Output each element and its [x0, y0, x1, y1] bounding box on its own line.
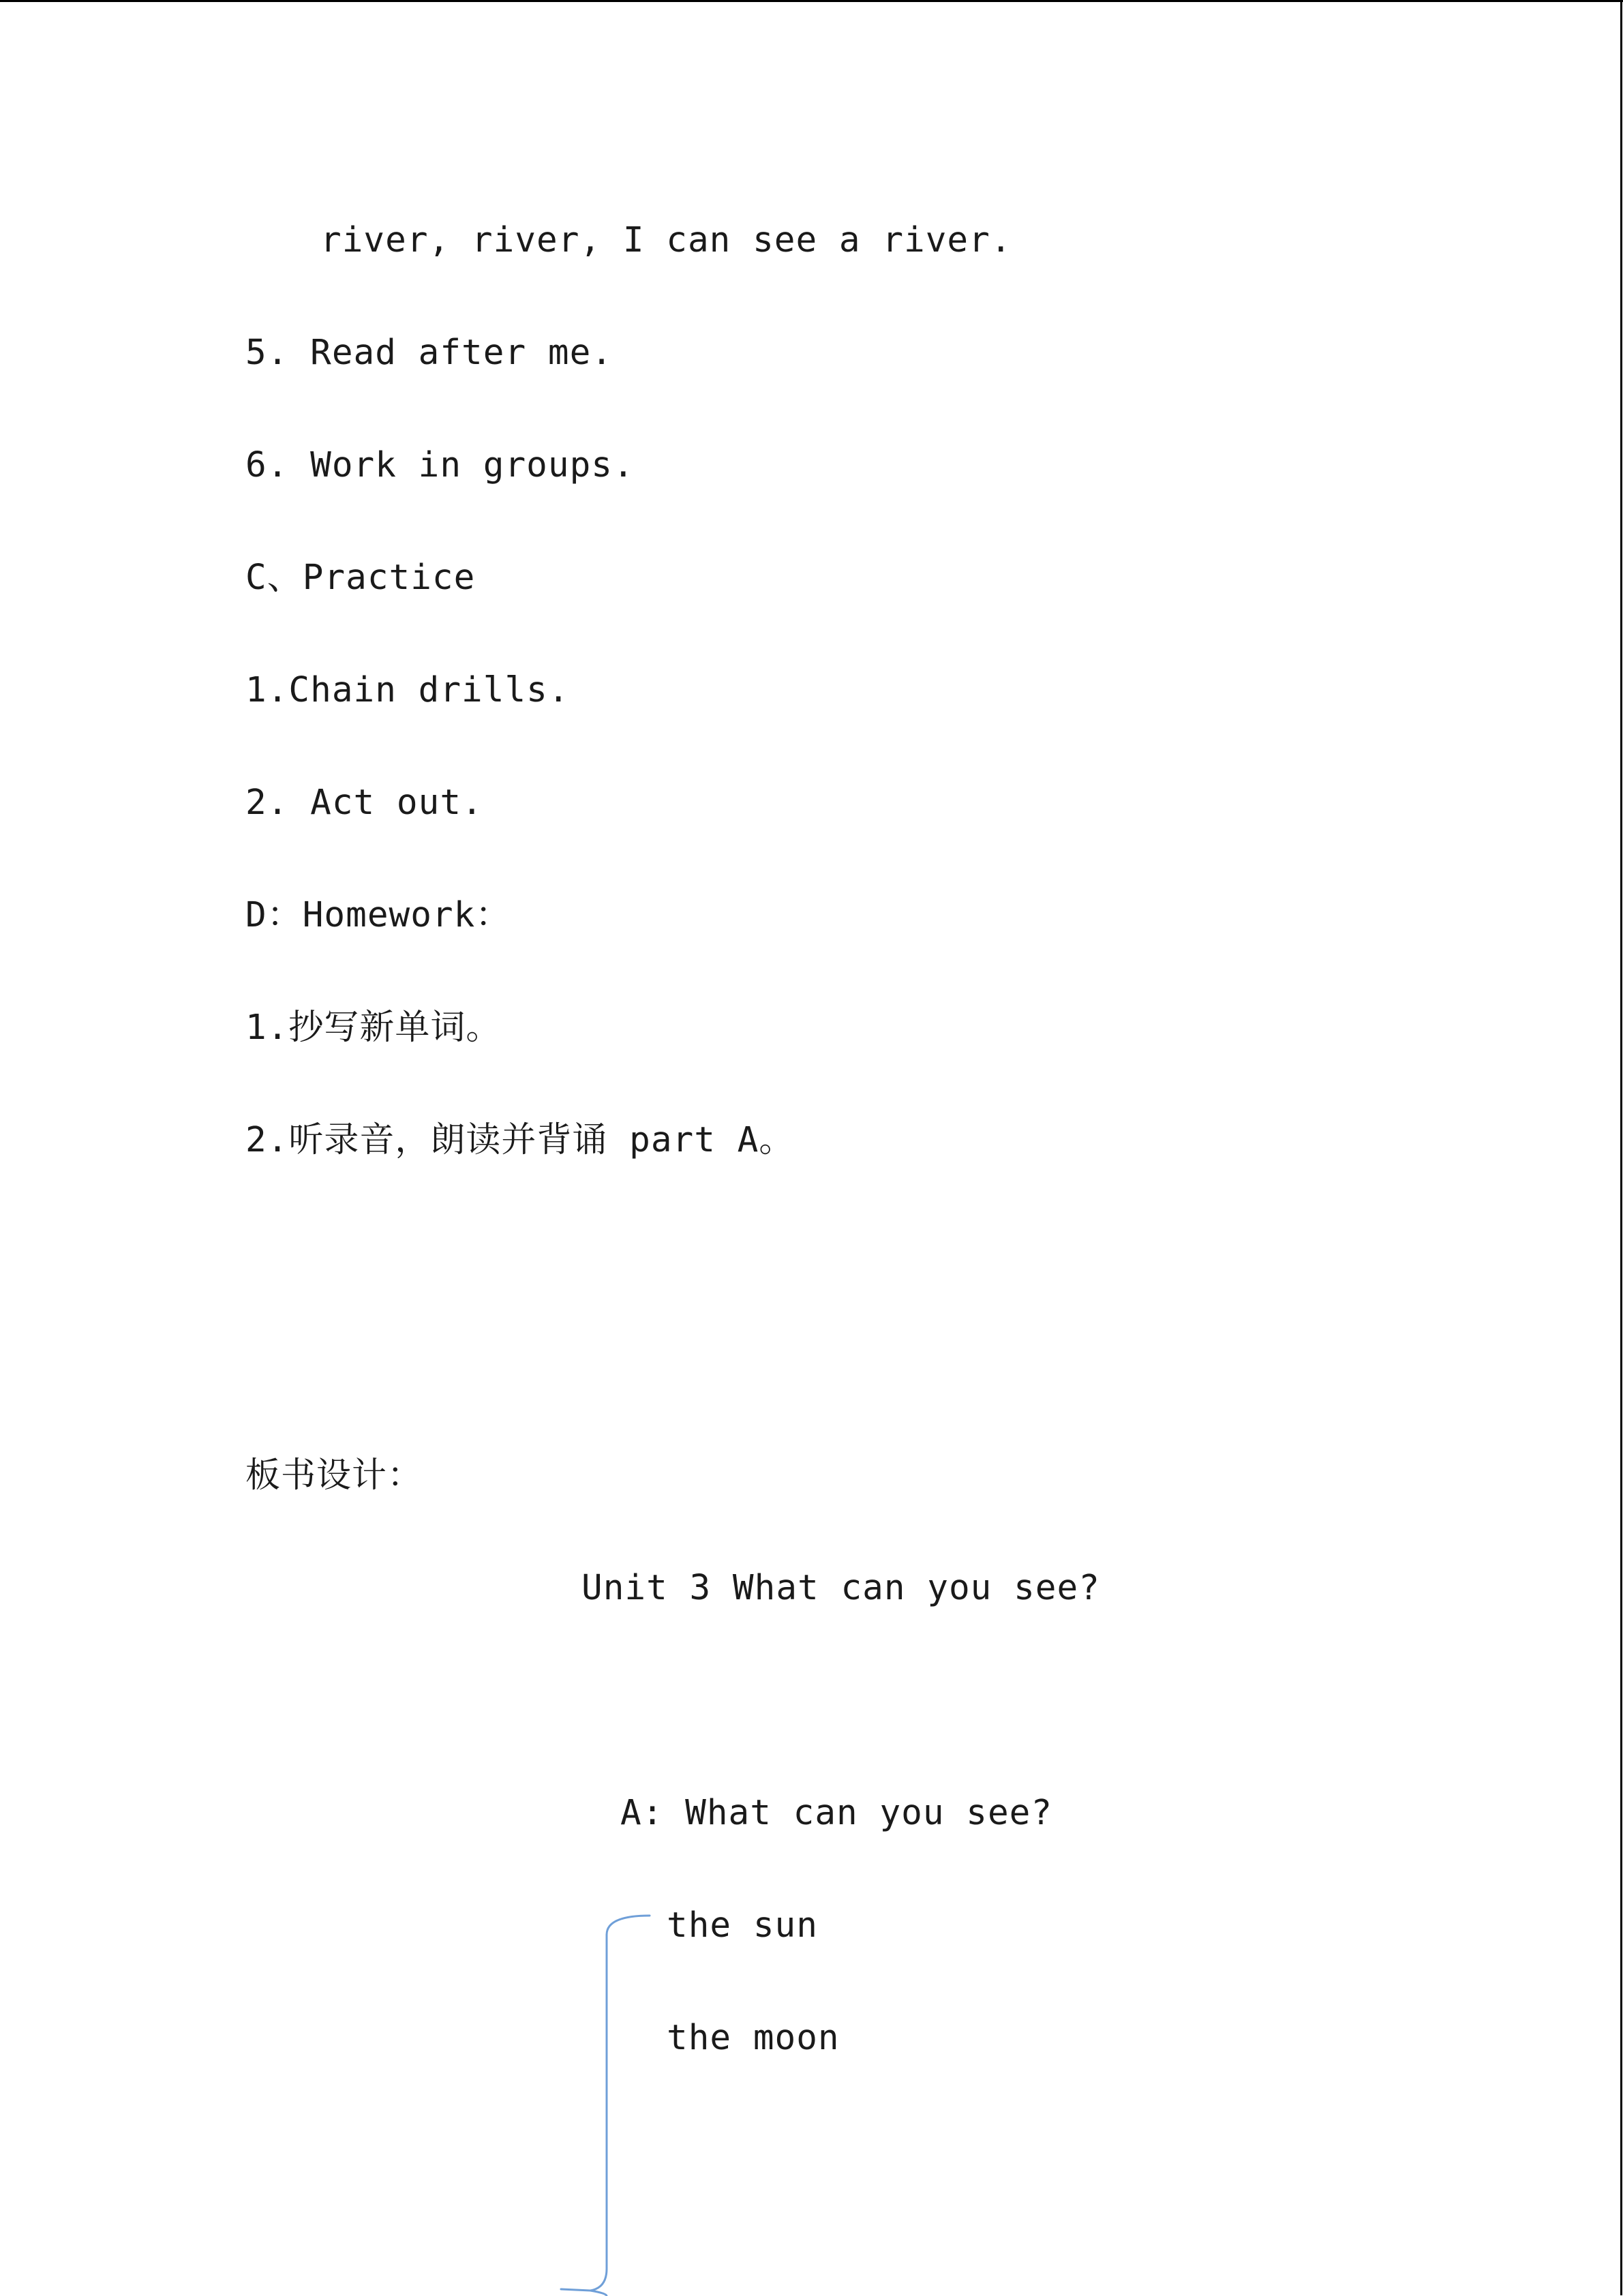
curly-brace-shape: [558, 1914, 660, 2296]
page-right-border: [1620, 0, 1622, 2295]
unit-title: Unit 3 What can you see?: [581, 1568, 1100, 1608]
homework-item-2: 2.听录音，朗读并背诵 part A。: [245, 1120, 795, 1160]
board-word-moon: the moon: [667, 2018, 840, 2058]
step-read-after-me: 5. Read after me.: [245, 333, 613, 373]
board-design-heading: 板书设计：: [245, 1455, 423, 1496]
section-homework-heading: D：Homework：: [245, 895, 511, 935]
homework-item-1: 1.抄写新单词。: [245, 1008, 502, 1048]
practice-act-out: 2. Act out.: [245, 783, 483, 823]
board-question: A: What can you see?: [620, 1793, 1053, 1833]
section-practice-heading: C、Practice: [245, 558, 476, 598]
step-work-in-groups: 6. Work in groups.: [245, 445, 635, 485]
river-chant-line: river, river, I can see a river.: [320, 220, 1012, 260]
practice-chain-drills: 1.Chain drills.: [245, 670, 570, 710]
board-word-sun: the sun: [667, 1905, 818, 1946]
page-top-border: [0, 0, 1623, 2]
